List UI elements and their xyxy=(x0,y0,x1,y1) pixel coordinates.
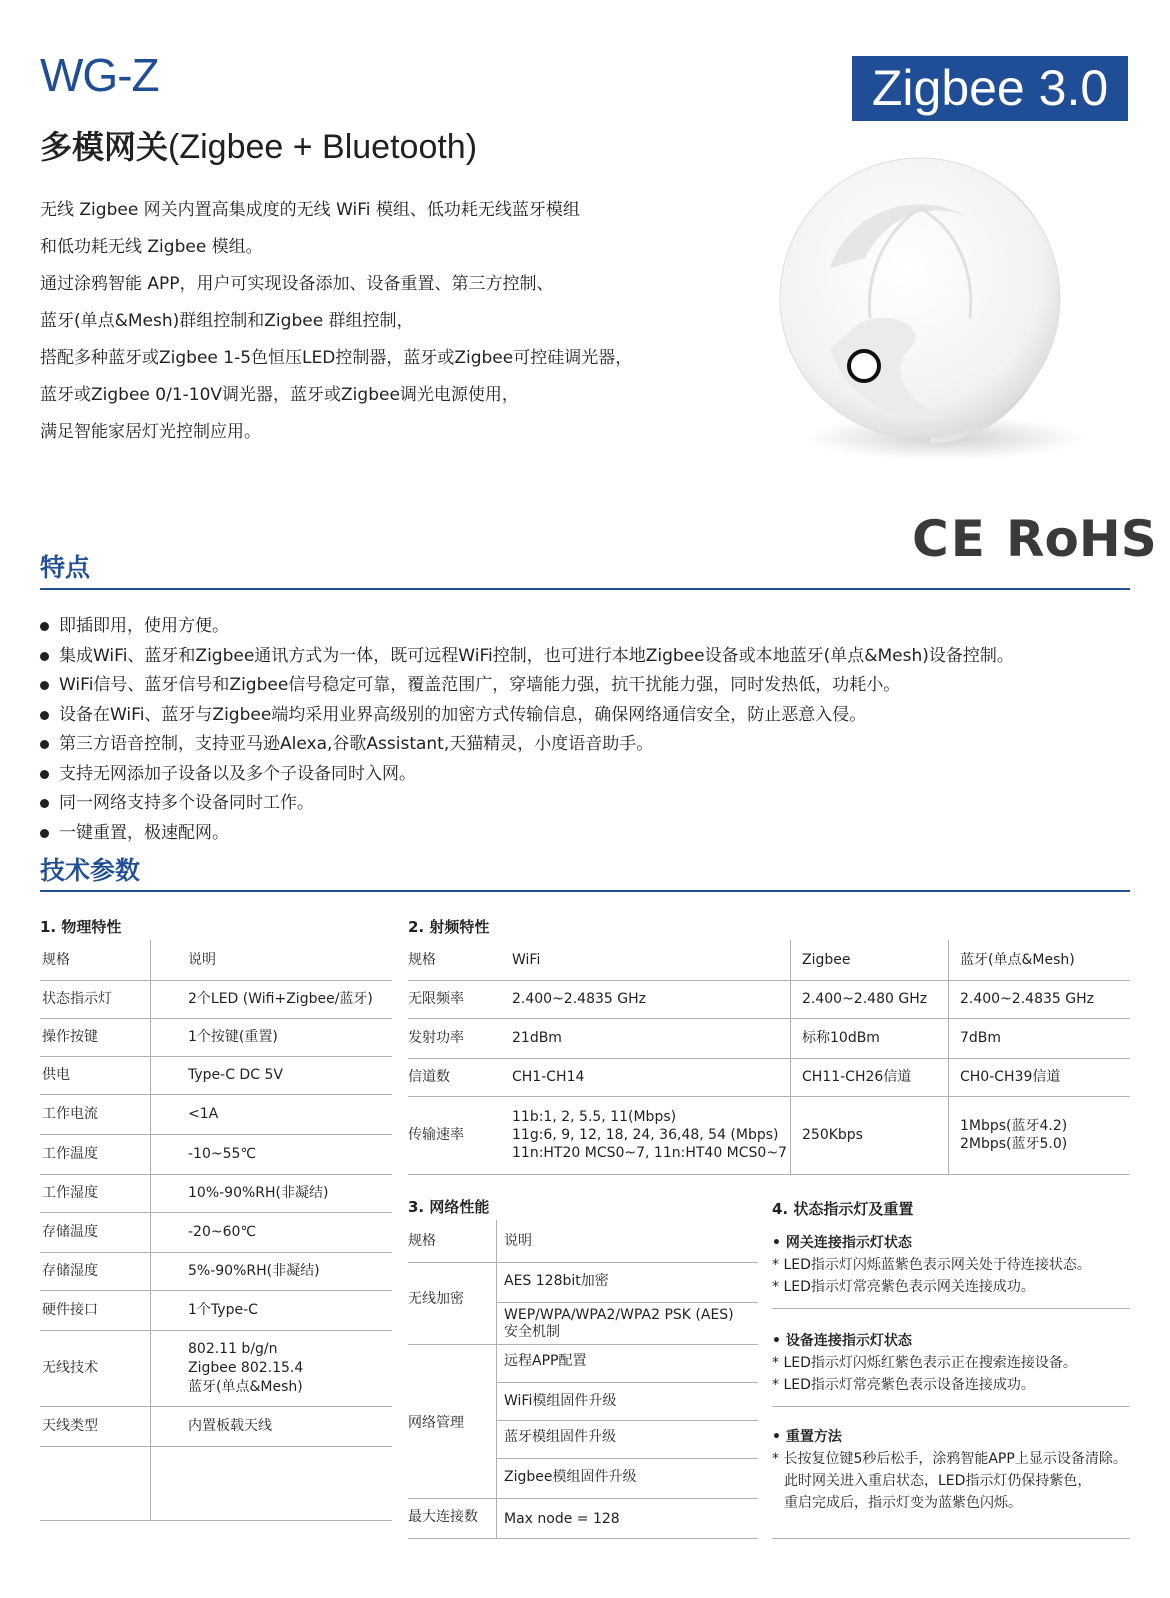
ce-mark: CE xyxy=(912,510,987,568)
intro-line: 通过涂鸦智能 APP，用户可实现设备添加、设备重置、第三方控制、 xyxy=(40,274,554,294)
rf-cell: WiFi xyxy=(512,951,541,968)
max-connections-label: 最大连接数 xyxy=(408,1509,478,1525)
status-group-head: • 重置方法 xyxy=(772,1429,842,1445)
bullet-icon xyxy=(40,799,49,808)
management-item: 远程APP配置 xyxy=(504,1353,587,1369)
status-line: 此时网关进入重启状态，LED指示灯仍保持紫色， xyxy=(784,1473,1092,1489)
row-divider xyxy=(40,1520,392,1521)
subtitle-en: (Zigbee + Bluetooth) xyxy=(168,128,478,166)
column-divider xyxy=(150,940,151,1520)
model-name: WG-Z xyxy=(40,49,159,101)
rf-cell: CH0-CH39信道 xyxy=(960,1068,1061,1085)
physical-row-value: 10%-90%RH(非凝结) xyxy=(188,1184,329,1201)
rf-cell: 信道数 xyxy=(408,1068,450,1085)
features-divider xyxy=(40,588,1130,590)
column-divider xyxy=(948,940,949,1174)
intro-line: 蓝牙或Zigbee 0/1-10V调光器，蓝牙或Zigbee调光电源使用， xyxy=(40,385,519,405)
rf-cell: Zigbee xyxy=(802,951,851,968)
bullet-icon xyxy=(40,681,49,690)
feature-item: 一键重置，极速配网。 xyxy=(40,819,1014,849)
physical-row-label: 存储温度 xyxy=(42,1223,98,1240)
bullet-icon xyxy=(40,711,49,720)
intro-line: 搭配多种蓝牙或Zigbee 1-5色恒压LED控制器，蓝牙或Zigbee可控硅调光器， xyxy=(40,348,633,368)
row-divider xyxy=(408,1538,758,1539)
row-divider xyxy=(40,1134,392,1135)
bullet-icon xyxy=(40,770,49,779)
management-item: WiFi模组固件升级 xyxy=(504,1393,617,1409)
status-line: * LED指示灯闪烁蓝紫色表示网关处于待连接状态。 xyxy=(772,1257,1091,1273)
features-title: 特点 xyxy=(40,553,91,582)
feature-item: 支持无网添加子设备以及多个子设备同时入网。 xyxy=(40,760,1014,790)
rf-cell: 标称10dBm xyxy=(802,1029,880,1046)
encryption-item: WEP/WPA/WPA2/WPA2 PSK (AES) 安全机制 xyxy=(504,1307,734,1340)
rf-cell: 发射功率 xyxy=(408,1029,464,1046)
physical-table-title: 1. 物理特性 xyxy=(40,918,122,936)
row-divider xyxy=(496,1302,758,1303)
rf-cell: 21dBm xyxy=(512,1029,562,1046)
status-line: * 长按复位键5秒后松手，涂鸦智能APP上显示设备清除。 xyxy=(772,1451,1127,1467)
intro-line: 无线 Zigbee 网关内置高集成度的无线 WiFi 模组、低功耗无线蓝牙模组 xyxy=(40,200,580,220)
status-group-head: • 设备连接指示灯状态 xyxy=(772,1333,912,1349)
physical-row-label: 存储湿度 xyxy=(42,1262,98,1279)
feature-item: 即插即用，使用方便。 xyxy=(40,612,1014,642)
bullet-icon xyxy=(40,829,49,838)
network-table-title: 3. 网络性能 xyxy=(408,1198,490,1216)
physical-row-label: 工作温度 xyxy=(42,1145,98,1162)
bullet-icon xyxy=(40,740,49,749)
status-title: 4. 状态指示灯及重置 xyxy=(772,1200,914,1218)
physical-row-value: 1个Type-C xyxy=(188,1301,258,1318)
feature-item: 设备在WiFi、蓝牙与Zigbee端均采用业界高级别的加密方式传输信息，确保网络通信安全，防止恶意入侵。 xyxy=(40,701,1014,731)
encryption-label: 无线加密 xyxy=(408,1291,464,1307)
row-divider xyxy=(408,1498,758,1499)
rf-cell: 规格 xyxy=(408,951,436,968)
physical-row-value: <1A xyxy=(188,1105,219,1122)
network-table xyxy=(408,1220,758,1540)
row-divider xyxy=(408,1058,1130,1059)
feature-item: 集成WiFi、蓝牙和Zigbee通讯方式为一体，既可远程WiFi控制，也可进行本地Zigbee设备或本地蓝牙(单点&Mesh)设备控制。 xyxy=(40,642,1014,672)
specs-title: 技术参数 xyxy=(40,856,141,885)
row-divider xyxy=(40,1290,392,1291)
rf-table-title: 2. 射频特性 xyxy=(408,918,490,936)
column-divider xyxy=(790,940,791,1174)
physical-row-label: 工作电流 xyxy=(42,1105,98,1122)
row-divider xyxy=(40,980,392,981)
physical-row-label: 操作按键 xyxy=(42,1028,98,1045)
physical-row-label: 供电 xyxy=(42,1066,70,1083)
bullet-icon xyxy=(40,622,49,631)
network-header-spec: 规格 xyxy=(408,1233,436,1249)
bullet-icon xyxy=(40,652,49,661)
physical-table xyxy=(40,940,392,1540)
rf-cell: CH11-CH26信道 xyxy=(802,1068,912,1085)
rf-cell: 蓝牙(单点&Mesh) xyxy=(960,951,1075,968)
rf-cell: 2.400~2.4835 GHz xyxy=(960,990,1094,1007)
intro-line: 蓝牙(单点&Mesh)群组控制和Zigbee 群组控制， xyxy=(40,311,414,331)
row-divider xyxy=(496,1458,758,1459)
network-header-desc: 说明 xyxy=(504,1233,532,1249)
protocol-badge: Zigbee 3.0 xyxy=(852,56,1128,121)
row-divider xyxy=(772,1406,1130,1407)
intro-text xyxy=(40,192,700,451)
feature-item: WiFi信号、蓝牙信号和Zigbee信号稳定可靠，覆盖范围广，穿墙能力强，抗干扰能力强，同时发热低，功耗小。 xyxy=(40,671,1014,701)
rf-cell: 1Mbps(蓝牙4.2) 2Mbps(蓝牙5.0) xyxy=(960,1118,1068,1152)
row-divider xyxy=(40,1174,392,1175)
column-divider xyxy=(496,1220,497,1538)
row-divider xyxy=(408,1096,1130,1097)
physical-row-label: 无线技术 xyxy=(42,1359,98,1376)
row-divider xyxy=(496,1382,758,1383)
physical-row-label: 硬件接口 xyxy=(42,1301,98,1318)
rf-cell: 无限频率 xyxy=(408,990,464,1007)
rohs-mark: RoHS xyxy=(1006,510,1157,568)
row-divider xyxy=(40,1094,392,1095)
physical-row-label: 工作湿度 xyxy=(42,1184,98,1201)
status-group-head: • 网关连接指示灯状态 xyxy=(772,1235,912,1251)
reset-button-icon xyxy=(849,351,879,381)
row-divider xyxy=(496,1420,758,1421)
row-divider xyxy=(40,1056,392,1057)
intro-line: 和低功耗无线 Zigbee 模组。 xyxy=(40,237,263,257)
physical-row-value: 内置板载天线 xyxy=(188,1417,272,1434)
status-section xyxy=(772,1222,1130,1540)
rf-cell: 11b:1, 2, 5.5, 11(Mbps) 11g:6, 9, 12, 18, 24, 36,48, 54 (Mbps) 11n:HT20 MCS0~7, 11n:HT40 MCS0~7 xyxy=(512,1109,787,1161)
page-subtitle xyxy=(40,122,477,168)
subtitle-cn: 多模网关 xyxy=(40,128,169,166)
row-divider xyxy=(408,1018,1130,1019)
status-line: * LED指示灯闪烁红紫色表示正在搜索连接设备。 xyxy=(772,1355,1077,1371)
status-line: * LED指示灯常亮紫色表示设备连接成功。 xyxy=(772,1377,1035,1393)
row-divider xyxy=(40,1330,392,1331)
physical-row-value: 5%-90%RH(非凝结) xyxy=(188,1262,320,1279)
physical-row-value: -20~60℃ xyxy=(188,1223,257,1240)
physical-row-value: -10~55℃ xyxy=(188,1145,257,1162)
feature-item: 第三方语音控制，支持亚马逊Alexa,谷歌Assistant,天猫精灵，小度语音助手。 xyxy=(40,730,1014,760)
row-divider xyxy=(408,1262,758,1263)
row-divider xyxy=(40,1406,392,1407)
rf-cell: 2.400~2.4835 GHz xyxy=(512,990,646,1007)
management-item: Zigbee模组固件升级 xyxy=(504,1469,637,1485)
status-line: 重启完成后，指示灯变为蓝紫色闪烁。 xyxy=(784,1495,1022,1511)
physical-row-value: 802.11 b/g/n Zigbee 802.15.4 蓝牙(单点&Mesh) xyxy=(188,1340,304,1395)
row-divider xyxy=(772,1308,1130,1309)
rf-cell: 250Kbps xyxy=(802,1126,863,1143)
status-line: * LED指示灯常亮紫色表示网关连接成功。 xyxy=(772,1279,1035,1295)
physical-row-value: 说明 xyxy=(188,951,216,968)
feature-item: 同一网络支持多个设备同时工作。 xyxy=(40,789,1014,819)
management-label: 网络管理 xyxy=(408,1415,464,1431)
rf-cell: 传输速率 xyxy=(408,1126,464,1143)
rf-cell: 2.400~2.480 GHz xyxy=(802,990,928,1007)
intro-line: 满足智能家居灯光控制应用。 xyxy=(40,422,261,442)
row-divider xyxy=(40,1252,392,1253)
max-connections-value: Max node = 128 xyxy=(504,1511,620,1527)
physical-row-label: 天线类型 xyxy=(42,1417,98,1434)
management-item: 蓝牙模组固件升级 xyxy=(504,1429,616,1445)
rf-cell: CH1-CH14 xyxy=(512,1068,585,1085)
physical-row-value: Type-C DC 5V xyxy=(188,1066,283,1083)
row-divider xyxy=(408,1174,1130,1175)
rf-table xyxy=(408,940,1130,1178)
row-divider xyxy=(40,1446,392,1447)
feature-list xyxy=(40,612,1014,848)
specs-divider xyxy=(40,890,1130,892)
physical-row-value: 2个LED (Wifi+Zigbee/蓝牙) xyxy=(188,990,373,1007)
rf-cell: 7dBm xyxy=(960,1029,1002,1046)
row-divider xyxy=(40,1212,392,1213)
encryption-item: AES 128bit加密 xyxy=(504,1273,609,1289)
row-divider xyxy=(408,1344,758,1345)
physical-row-label: 状态指示灯 xyxy=(42,990,112,1007)
row-divider xyxy=(408,980,1130,981)
row-divider xyxy=(772,1538,1130,1539)
physical-row-label: 规格 xyxy=(42,951,70,968)
row-divider xyxy=(40,1018,392,1019)
physical-row-value: 1个按键(重置) xyxy=(188,1028,278,1045)
product-image xyxy=(770,148,1090,468)
